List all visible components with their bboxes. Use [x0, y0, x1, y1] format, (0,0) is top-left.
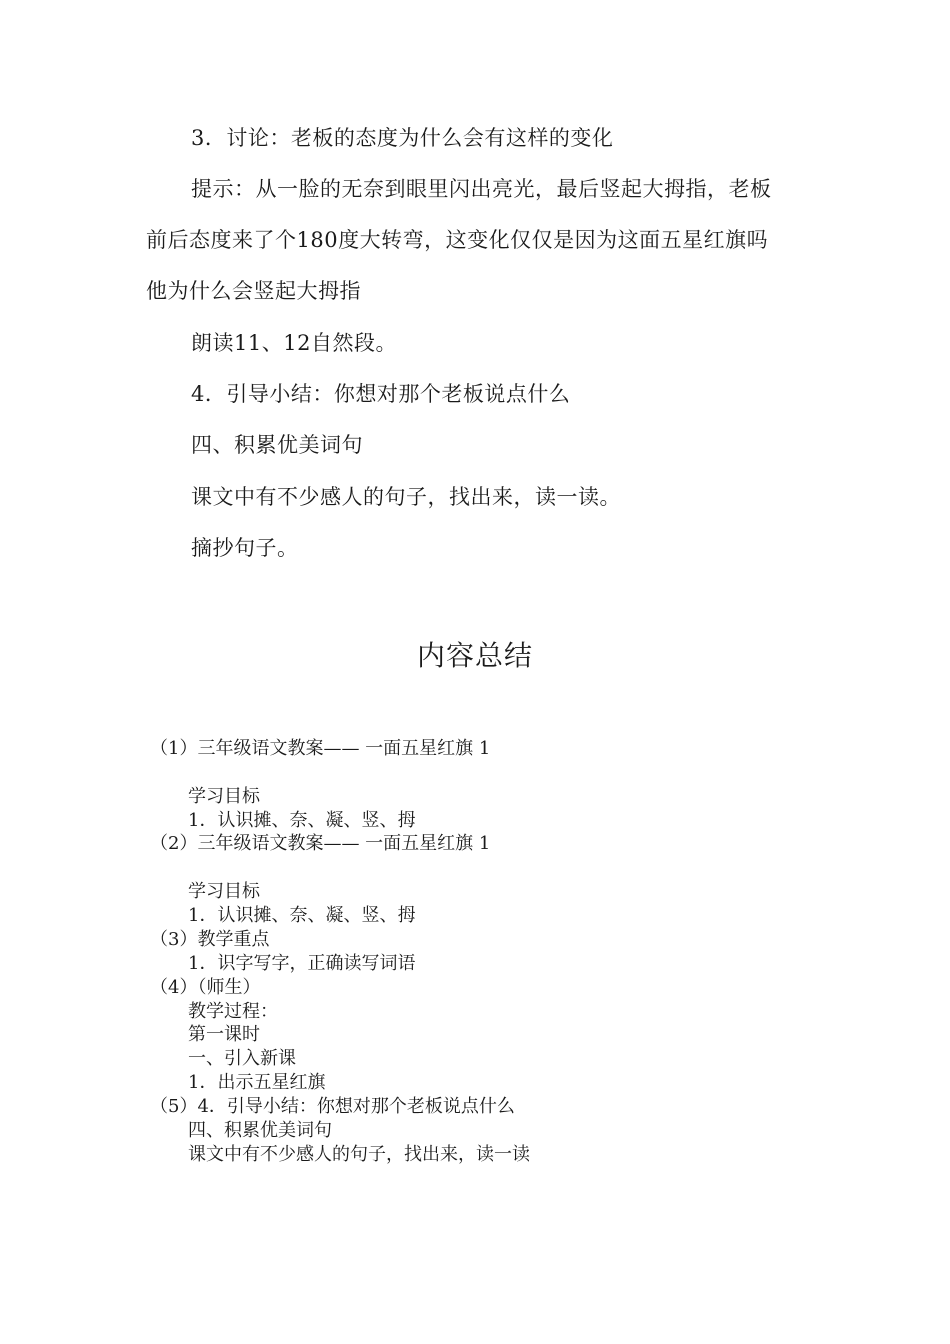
hint-paragraph-line-3: 他为什么会竖起大拇指	[146, 279, 361, 303]
summary-item-4-sub-2: 第一课时	[188, 1024, 260, 1045]
section-four-heading: 四、积累优美词句	[191, 433, 363, 457]
copy-sentences-instruction: 摘抄句子。	[191, 536, 299, 560]
summary-item-1: （1）三年级语文教案—— 一面五星红旗 1	[150, 738, 491, 759]
summary-item-4-sub-4: 1．出示五星红旗	[188, 1072, 326, 1093]
summary-item-1-sub-2: 1．认识摊、奈、凝、竖、拇	[188, 810, 416, 831]
summary-item-2-sub-2: 1．认识摊、奈、凝、竖、拇	[188, 905, 416, 926]
hint-paragraph-line-2: 前后态度来了个180度大转弯，这变化仅仅是因为这面五星红旗吗	[146, 228, 769, 252]
summary-item-1-sub-1: 学习目标	[188, 786, 260, 807]
discussion-heading: 3．讨论：老板的态度为什么会有这样的变化	[191, 126, 614, 150]
summary-item-2-sub-1: 学习目标	[188, 881, 260, 902]
summary-item-3: （3）教学重点	[150, 929, 270, 950]
summary-item-5-sub-2: 课文中有不少感人的句子，找出来，读一读	[188, 1144, 530, 1165]
summary-item-2: （2）三年级语文教案—— 一面五星红旗 1	[150, 833, 491, 854]
summary-title: 内容总结	[416, 639, 533, 672]
guided-summary-heading: 4．引导小结：你想对那个老板说点什么	[191, 382, 571, 406]
reading-instruction: 朗读11、12自然段。	[191, 331, 397, 355]
summary-item-5: （5）4．引导小结：你想对那个老板说点什么	[150, 1096, 515, 1117]
find-sentences-instruction: 课文中有不少感人的句子，找出来，读一读。	[191, 485, 621, 509]
hint-paragraph-line-1: 提示：从一脸的无奈到眼里闪出亮光，最后竖起大拇指，老板	[191, 177, 772, 201]
summary-item-4-sub-1: 教学过程：	[188, 1001, 278, 1022]
summary-item-4: （4）（师生）	[150, 977, 261, 998]
summary-item-3-sub-1: 1．识字写字，正确读写词语	[188, 953, 416, 974]
summary-item-5-sub-1: 四、积累优美词句	[188, 1120, 332, 1141]
summary-item-4-sub-3: 一、引入新课	[188, 1048, 296, 1069]
